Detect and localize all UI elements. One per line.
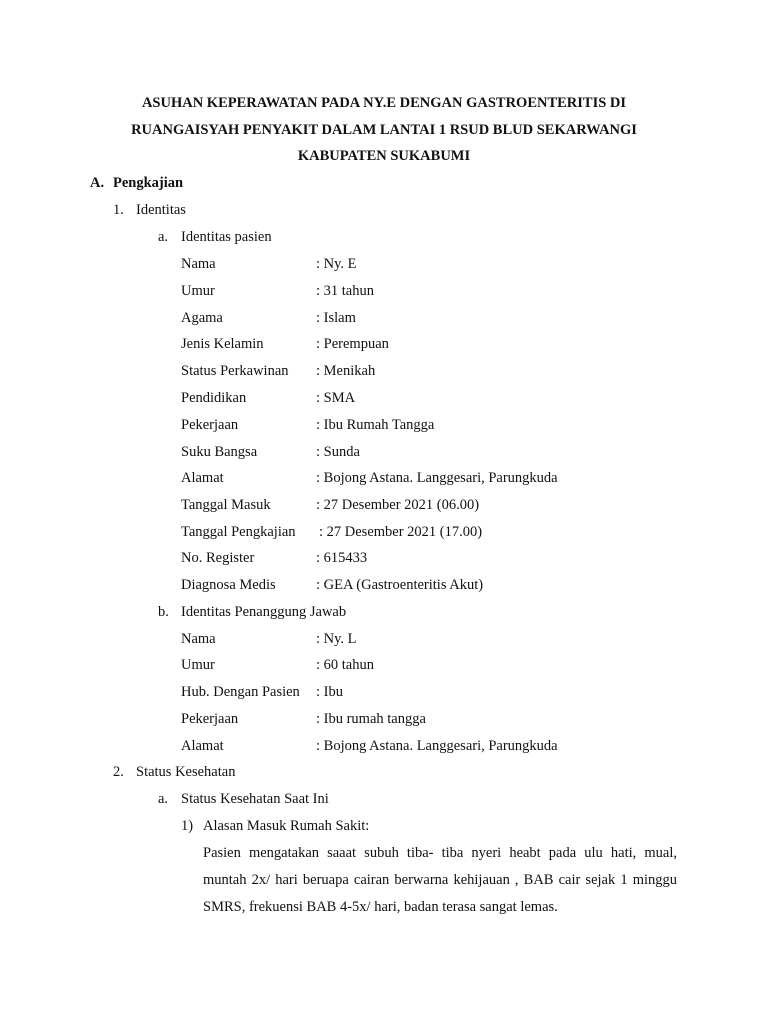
patient-field-label: Jenis Kelamin [181,336,264,352]
section-a-marker: A. [90,175,105,191]
paragraph-line-3: SMRS, frekuensi BAB 4-5x/ hari, badan terasa sangat lemas. [203,899,558,915]
guardian-field-label: Pekerjaan [181,711,239,727]
patient-field-value: : GEA (Gastroenteritis Akut) [316,577,484,593]
section-a-heading: Pengkajian [113,175,184,191]
patient-field-value: : Ny. E [316,256,357,272]
patient-field-label: Pekerjaan [181,417,239,433]
guardian-field-label: Hub. Dengan Pasien [181,684,300,700]
patient-field-value: : 27 Desember 2021 (17.00) [319,524,483,540]
patient-field-value: : 27 Desember 2021 (06.00) [316,497,480,513]
patient-field-label: Pendidikan [181,390,247,406]
item-2-label: Status Kesehatan [136,764,236,780]
paragraph-line-2: muntah 2x/ hari beruapa cairan berwarna kehijauan , BAB cair sejak 1 minggu [203,872,677,888]
sub-a-marker: a. [158,229,169,245]
guardian-field-label: Alamat [181,738,224,754]
patient-field-value: : Sunda [316,444,360,460]
paragraph-line-1: Pasien mengatakan saaat subuh tiba- tiba nyeri heabt pada ulu hati, mual, [203,845,677,861]
guardian-field-value: : Ny. L [316,631,357,647]
item-1-label: Identitas [136,202,186,218]
guardian-field-value: : Ibu rumah tangga [316,711,426,727]
patient-field-value: : Perempuan [316,336,389,352]
sub-b-marker: b. [158,604,169,620]
patient-field-label: Umur [181,283,215,299]
sub-2a-marker: a. [158,791,169,807]
patient-field-value: : SMA [316,390,356,406]
patient-field-label: Diagnosa Medis [181,577,276,593]
patient-field-value: : Ibu Rumah Tangga [316,417,435,433]
item-2-marker: 2. [113,764,124,780]
patient-field-label: Nama [181,256,216,272]
patient-field-value: : Bojong Astana. Langgesari, Parungkuda [316,470,558,486]
document-title-line-3: KABUPATEN SUKABUMI [297,148,471,164]
guardian-field-label: Nama [181,631,216,647]
patient-field-value: : Islam [316,310,356,326]
patient-field-label: Suku Bangsa [181,444,258,460]
patient-field-label: Alamat [181,470,224,486]
patient-field-value: : Menikah [316,363,376,379]
patient-field-label: Agama [181,310,223,326]
guardian-field-value: : 60 tahun [316,657,374,673]
guardian-field-value: : Bojong Astana. Langgesari, Parungkuda [316,738,558,754]
guardian-field-value: : Ibu [316,684,343,700]
patient-field-label: Status Perkawinan [181,363,289,379]
point-1-marker: 1) [181,818,194,834]
sub-2a-label: Status Kesehatan Saat Ini [181,791,329,807]
patient-field-label: Tanggal Masuk [181,497,271,513]
guardian-field-label: Umur [181,657,215,673]
sub-b-label: Identitas Penanggung Jawab [181,604,347,620]
document-title-line-2: RUANGAISYAH PENYAKIT DALAM LANTAI 1 RSUD BLUD SEKARWANGI [131,122,637,138]
sub-a-label: Identitas pasien [181,229,272,245]
patient-field-value: : 31 tahun [316,283,374,299]
item-1-marker: 1. [113,202,124,218]
patient-field-label: No. Register [181,550,255,566]
patient-field-label: Tanggal Pengkajian [181,524,296,540]
document-title-line-1: ASUHAN KEPERAWATAN PADA NY.E DENGAN GASTROENTERITIS DI [141,95,627,111]
patient-field-value: : 615433 [316,550,368,566]
point-1-label: Alasan Masuk Rumah Sakit: [203,818,370,834]
